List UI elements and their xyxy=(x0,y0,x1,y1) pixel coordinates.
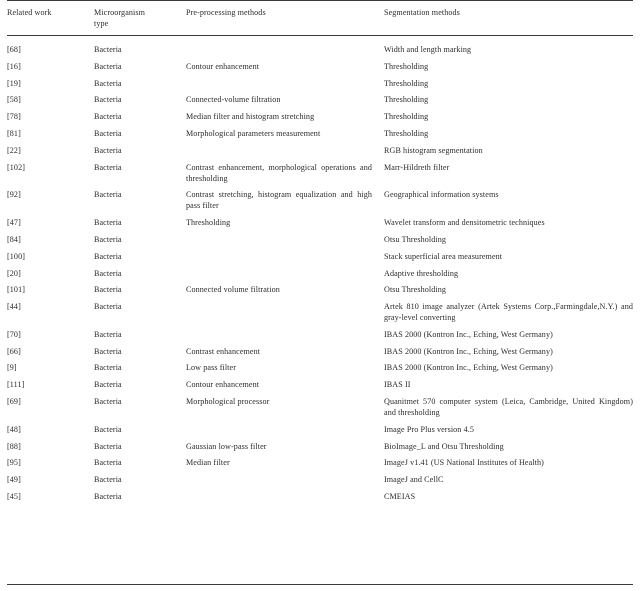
cell-related-work: [22] xyxy=(7,146,21,155)
cell-microorganism-type: Bacteria xyxy=(94,217,122,227)
table-row xyxy=(7,143,633,160)
cell-preprocessing-methods: Contrast enhancement xyxy=(186,346,261,356)
cell-microorganism-type: Bacteria xyxy=(94,285,122,295)
cell-segmentation-methods: Thresholding xyxy=(384,61,429,71)
column-header-related-work-line-1: Related work xyxy=(7,8,52,17)
cell-microorganism-type: Bacteria xyxy=(94,44,122,54)
cell-related-work: [95] xyxy=(7,458,21,468)
cell-microorganism-type: Bacteria xyxy=(94,61,122,71)
cell-related-work: [47] xyxy=(7,217,21,227)
column-header-microorganism-type xyxy=(94,1,186,36)
cell-related-work: [19] xyxy=(7,78,21,88)
table-row xyxy=(7,282,633,299)
cell-segmentation-methods: IBAS 2000 (Kontron Inc., Eching, West Germany) xyxy=(384,363,553,373)
cell-microorganism-type: Bacteria xyxy=(94,78,122,88)
table-body xyxy=(7,36,633,510)
cell-microorganism-type: Bacteria xyxy=(94,112,122,122)
cell-preprocessing-methods xyxy=(186,143,384,160)
cell-related-work: [70] xyxy=(7,329,21,339)
table-row xyxy=(7,360,633,377)
column-header-segmentation-methods xyxy=(384,1,633,36)
cell-microorganism-type: Bacteria xyxy=(94,363,122,373)
cell-preprocessing-methods xyxy=(186,249,384,266)
cell-segmentation-methods: BioImage_L and Otsu Thresholding xyxy=(384,441,504,451)
cell-segmentation-methods: Stack superficial area measurement xyxy=(384,251,503,261)
column-header-related-work xyxy=(7,1,94,36)
cell-segmentation-methods: Width and length marking xyxy=(384,44,472,54)
cell-segmentation-methods: RGB histogram segmentation xyxy=(384,146,483,155)
cell-preprocessing-methods: Median filter xyxy=(186,458,230,468)
related-work-table xyxy=(7,0,633,510)
cell-preprocessing-methods: Morphological parameters measurement xyxy=(186,129,321,139)
cell-preprocessing-methods: Contrast enhancement, morphological operations and thresholding xyxy=(186,162,372,183)
table-bottom-rule xyxy=(7,584,633,585)
cell-microorganism-type: Bacteria xyxy=(94,475,122,485)
cell-microorganism-type: Bacteria xyxy=(94,162,122,172)
cell-microorganism-type: Bacteria xyxy=(94,492,122,502)
cell-microorganism-type: Bacteria xyxy=(94,424,122,434)
cell-microorganism-type: Bacteria xyxy=(94,441,122,451)
cell-related-work: [84] xyxy=(7,234,21,244)
cell-related-work: [9] xyxy=(7,363,17,373)
cell-related-work: [49] xyxy=(7,475,21,485)
cell-segmentation-methods: Wavelet transform and densitometric techniques xyxy=(384,217,545,227)
table-row xyxy=(7,489,633,510)
cell-microorganism-type: Bacteria xyxy=(94,346,122,356)
cell-related-work: [44] xyxy=(7,302,21,312)
cell-related-work: [66] xyxy=(7,346,21,356)
cell-segmentation-methods: Geographical information systems xyxy=(384,190,499,200)
cell-related-work: [45] xyxy=(7,492,21,502)
cell-related-work: [100] xyxy=(7,251,26,261)
table-row xyxy=(7,59,633,76)
table-row xyxy=(7,215,633,232)
table-row xyxy=(7,299,633,327)
cell-segmentation-methods: CMEIAS xyxy=(384,492,416,502)
table-row xyxy=(7,249,633,266)
cell-segmentation-methods: Thresholding xyxy=(384,129,429,139)
cell-related-work: [69] xyxy=(7,397,21,407)
cell-segmentation-methods: Adaptive thresholding xyxy=(384,268,459,278)
table-row xyxy=(7,92,633,109)
cell-preprocessing-methods: Contrast stretching, histogram equalization and high pass filter xyxy=(186,190,372,211)
cell-microorganism-type: Bacteria xyxy=(94,234,122,244)
table-row xyxy=(7,36,633,59)
cell-preprocessing-methods: Thresholding xyxy=(186,217,231,227)
table-row xyxy=(7,344,633,361)
table-row xyxy=(7,472,633,489)
table-header-row xyxy=(7,1,633,36)
cell-preprocessing-methods xyxy=(186,36,384,59)
cell-microorganism-type: Bacteria xyxy=(94,458,122,468)
cell-microorganism-type: Bacteria xyxy=(94,329,122,339)
cell-preprocessing-methods xyxy=(186,75,384,92)
table-row xyxy=(7,187,633,215)
cell-segmentation-methods: Thresholding xyxy=(384,112,429,122)
table-row xyxy=(7,422,633,439)
table-row xyxy=(7,377,633,394)
cell-preprocessing-methods: Median filter and histogram stretching xyxy=(186,112,315,122)
cell-related-work: [102] xyxy=(7,162,26,172)
cell-preprocessing-methods: Low pass filter xyxy=(186,363,237,373)
cell-microorganism-type: Bacteria xyxy=(94,397,122,407)
column-header-preprocessing-methods-line-1: Pre-processing methods xyxy=(186,8,266,17)
cell-preprocessing-methods: Morphological processor xyxy=(186,397,270,407)
cell-preprocessing-methods xyxy=(186,422,384,439)
cell-segmentation-methods: IBAS 2000 (Kontron Inc., Eching, West Germany) xyxy=(384,329,553,339)
cell-preprocessing-methods: Connected volume filtration xyxy=(186,285,280,295)
table-row xyxy=(7,109,633,126)
cell-related-work: [111] xyxy=(7,380,25,390)
cell-preprocessing-methods xyxy=(186,472,384,489)
cell-related-work: [16] xyxy=(7,61,21,71)
table-row xyxy=(7,394,633,422)
column-header-microorganism-type-line-2: type xyxy=(94,18,109,28)
table-row xyxy=(7,327,633,344)
cell-segmentation-methods: Thresholding xyxy=(384,95,429,105)
cell-related-work: [78] xyxy=(7,112,21,122)
cell-related-work: [101] xyxy=(7,285,26,295)
cell-microorganism-type: Bacteria xyxy=(94,268,122,278)
cell-preprocessing-methods xyxy=(186,327,384,344)
table-row xyxy=(7,265,633,282)
column-header-segmentation-methods-line-1: Segmentation methods xyxy=(384,8,460,17)
column-header-preprocessing-methods xyxy=(186,1,384,36)
table-row xyxy=(7,126,633,143)
cell-preprocessing-methods: Connected-volume filtration xyxy=(186,95,281,105)
cell-microorganism-type: Bacteria xyxy=(94,380,122,390)
cell-segmentation-methods: Otsu Thresholding xyxy=(384,234,446,244)
cell-preprocessing-methods xyxy=(186,489,384,510)
table-header xyxy=(7,1,633,36)
cell-segmentation-methods: IBAS 2000 (Kontron Inc., Eching, West Germany) xyxy=(384,346,553,356)
cell-related-work: [92] xyxy=(7,190,21,200)
cell-preprocessing-methods xyxy=(186,232,384,249)
cell-microorganism-type: Bacteria xyxy=(94,146,122,155)
cell-segmentation-methods: ImageJ v1.41 (US National Institutes of Health) xyxy=(384,458,544,468)
cell-microorganism-type: Bacteria xyxy=(94,251,122,261)
table-row xyxy=(7,438,633,455)
cell-microorganism-type: Bacteria xyxy=(94,302,122,312)
table-row xyxy=(7,455,633,472)
cell-segmentation-methods: Thresholding xyxy=(384,78,429,88)
table-row xyxy=(7,75,633,92)
cell-microorganism-type: Bacteria xyxy=(94,190,122,200)
cell-segmentation-methods: Quanitmet 570 computer system (Leica, Cambridge, United Kingdom) and thresholding xyxy=(384,397,633,417)
table-row xyxy=(7,160,633,188)
cell-preprocessing-methods xyxy=(186,265,384,282)
table-row xyxy=(7,232,633,249)
cell-preprocessing-methods xyxy=(186,299,384,327)
cell-segmentation-methods: Otsu Thresholding xyxy=(384,285,446,295)
cell-preprocessing-methods: Gaussian low-pass filter xyxy=(186,441,267,451)
cell-related-work: [88] xyxy=(7,441,21,451)
cell-microorganism-type: Bacteria xyxy=(94,129,122,139)
cell-segmentation-methods: Image Pro Plus version 4.5 xyxy=(384,424,474,434)
cell-segmentation-methods: Artek 810 image analyzer (Artek Systems Corp.,Farmingdale,N.Y.) and gray-level converting xyxy=(384,302,633,322)
cell-segmentation-methods: ImageJ and CellC xyxy=(384,475,444,485)
cell-microorganism-type: Bacteria xyxy=(94,95,122,105)
cell-related-work: [68] xyxy=(7,44,21,54)
cell-preprocessing-methods: Contour enhancement xyxy=(186,61,260,71)
cell-related-work: [58] xyxy=(7,95,21,105)
cell-related-work: [81] xyxy=(7,129,21,139)
cell-related-work: [20] xyxy=(7,268,21,278)
cell-related-work: [48] xyxy=(7,424,21,434)
cell-segmentation-methods: IBAS II xyxy=(384,380,411,390)
cell-segmentation-methods: Marr-Hildreth filter xyxy=(384,162,450,172)
column-header-microorganism-type-line-1: Microorganism xyxy=(94,8,146,17)
cell-preprocessing-methods: Contour enhancement xyxy=(186,380,260,390)
